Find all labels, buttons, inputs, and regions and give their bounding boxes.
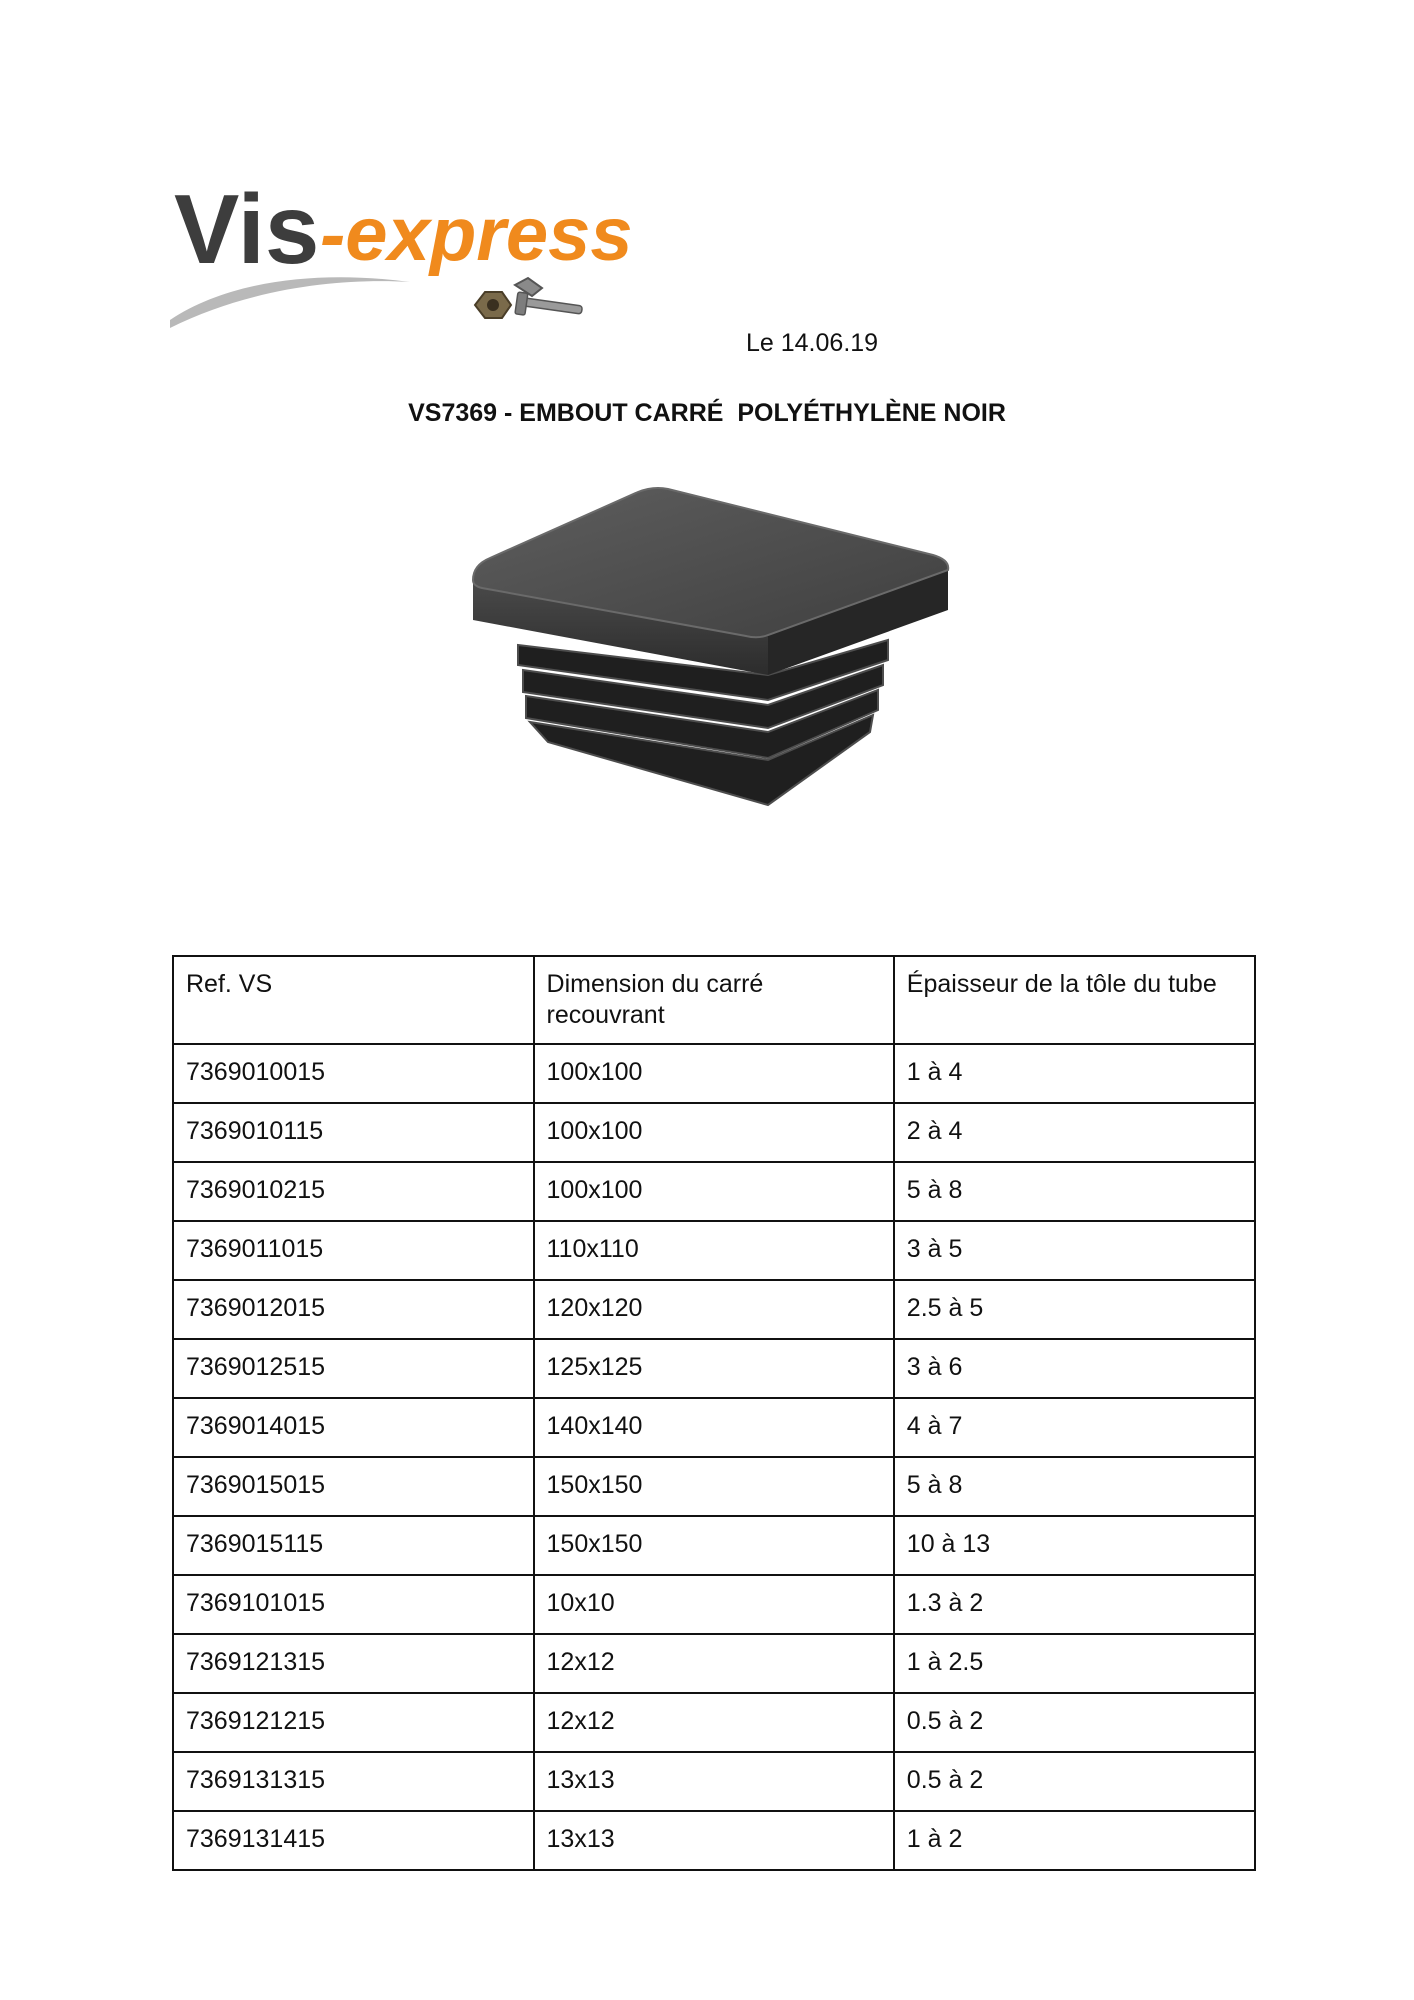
cell-thickness: 10 à 13 (894, 1516, 1255, 1575)
cell-ref: 7369131315 (173, 1752, 534, 1811)
cell-ref: 7369010015 (173, 1044, 534, 1103)
cell-thickness: 0.5 à 2 (894, 1693, 1255, 1752)
cell-dimension: 150x150 (534, 1516, 894, 1575)
cell-ref: 7369012015 (173, 1280, 534, 1339)
cell-dimension: 12x12 (534, 1634, 894, 1693)
cell-ref: 7369015015 (173, 1457, 534, 1516)
table-row (173, 1516, 1255, 1575)
nut-and-bolt-icon (475, 278, 582, 318)
cell-ref: 7369101015 (173, 1575, 534, 1634)
table-row (173, 1221, 1255, 1280)
document-date: Le 14.06.19 (746, 329, 879, 357)
table-row (173, 1457, 1255, 1516)
table-row (173, 1280, 1255, 1339)
cell-dimension: 100x100 (534, 1103, 894, 1162)
cell-dimension: 13x13 (534, 1811, 894, 1870)
cell-dimension: 140x140 (534, 1398, 894, 1457)
cell-dimension: 10x10 (534, 1575, 894, 1634)
logo-text-vis: Vis (174, 174, 320, 284)
cell-ref: 7369011015 (173, 1221, 534, 1280)
logo-text-express: -express (320, 192, 633, 277)
table-row (173, 1398, 1255, 1457)
table-row (173, 1103, 1255, 1162)
cell-dimension: 150x150 (534, 1457, 894, 1516)
cell-ref: 7369010215 (173, 1162, 534, 1221)
cell-ref: 7369014015 (173, 1398, 534, 1457)
table-header-row (173, 956, 1255, 1044)
cell-ref: 7369131415 (173, 1811, 534, 1870)
product-spec-table (172, 955, 1256, 1871)
cell-dimension: 100x100 (534, 1162, 894, 1221)
cell-ref: 7369010115 (173, 1103, 534, 1162)
column-header-dimension: Dimension du carré recouvrant (534, 956, 894, 1044)
table-row (173, 1044, 1255, 1103)
cell-thickness: 5 à 8 (894, 1457, 1255, 1516)
cell-dimension: 13x13 (534, 1752, 894, 1811)
cell-thickness: 1 à 4 (894, 1044, 1255, 1103)
cell-thickness: 2 à 4 (894, 1103, 1255, 1162)
vis-express-logo (170, 170, 660, 345)
cell-thickness: 1.3 à 2 (894, 1575, 1255, 1634)
cell-thickness: 4 à 7 (894, 1398, 1255, 1457)
cell-ref: 7369012515 (173, 1339, 534, 1398)
cell-ref: 7369121215 (173, 1693, 534, 1752)
cell-thickness: 3 à 5 (894, 1221, 1255, 1280)
cell-dimension: 12x12 (534, 1693, 894, 1752)
table-row (173, 1811, 1255, 1870)
cell-ref: 7369121315 (173, 1634, 534, 1693)
cell-thickness: 2.5 à 5 (894, 1280, 1255, 1339)
cell-dimension: 110x110 (534, 1221, 894, 1280)
cell-thickness: 1 à 2 (894, 1811, 1255, 1870)
table-row (173, 1575, 1255, 1634)
cell-dimension: 120x120 (534, 1280, 894, 1339)
table-row (173, 1634, 1255, 1693)
cell-thickness: 5 à 8 (894, 1162, 1255, 1221)
table-row (173, 1339, 1255, 1398)
column-header-thickness: Épaisseur de la tôle du tube (894, 956, 1255, 1044)
cell-thickness: 0.5 à 2 (894, 1752, 1255, 1811)
cell-ref: 7369015115 (173, 1516, 534, 1575)
table-row (173, 1693, 1255, 1752)
cell-thickness: 1 à 2.5 (894, 1634, 1255, 1693)
cell-thickness: 3 à 6 (894, 1339, 1255, 1398)
table-row (173, 1162, 1255, 1221)
column-header-ref: Ref. VS (173, 956, 534, 1044)
product-image-square-end-cap (468, 460, 958, 820)
cell-dimension: 100x100 (534, 1044, 894, 1103)
cell-dimension: 125x125 (534, 1339, 894, 1398)
product-title: VS7369 - EMBOUT CARRÉ POLYÉTHYLÈNE NOIR (408, 399, 1006, 427)
table-row (173, 1752, 1255, 1811)
